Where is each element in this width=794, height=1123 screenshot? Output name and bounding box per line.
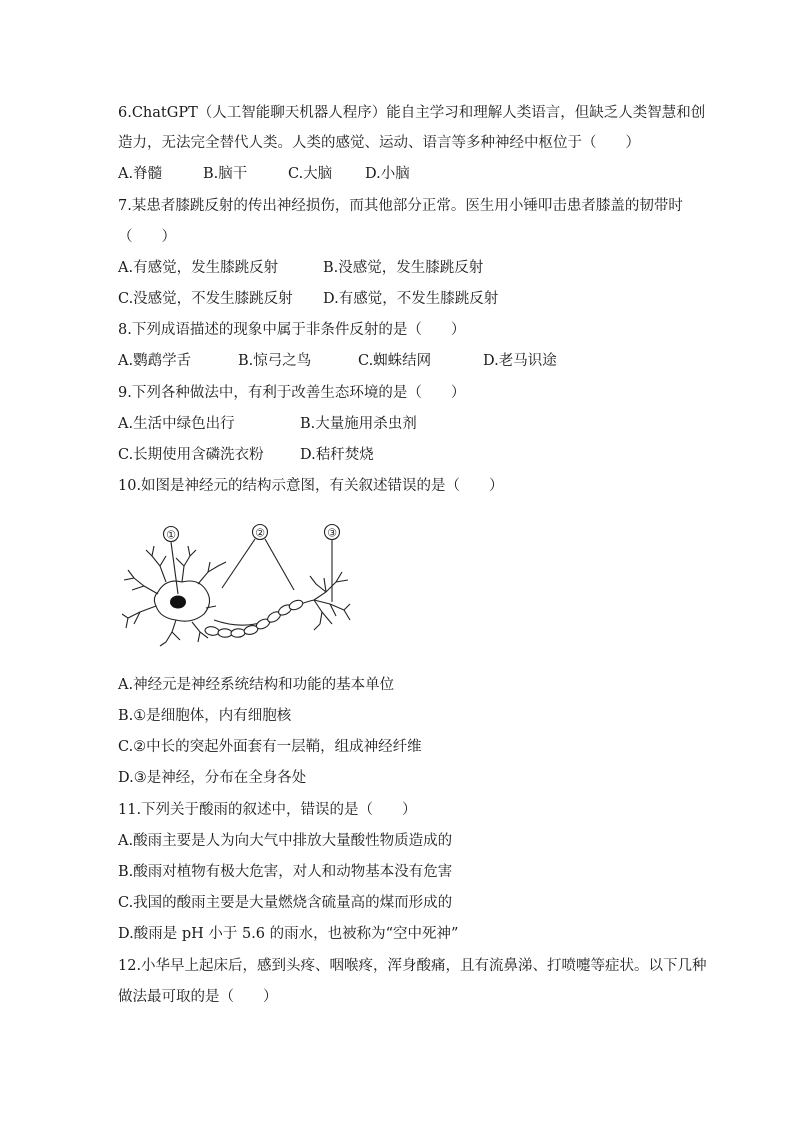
q9-option-b: B.大量施用杀虫剂 [300, 416, 417, 432]
leader-line-2b [265, 539, 294, 590]
q10-option-a: A.神经元是神经系统结构和功能的基本单位 [118, 677, 395, 693]
q6-option-c: C.大脑 [288, 166, 333, 182]
q7-option-d: D.有感觉，不发生膝跳反射 [323, 291, 499, 307]
q6-option-d: D.小脑 [365, 166, 410, 182]
label-3: ③ [327, 526, 337, 540]
q8-stem: 8.下列成语描述的现象中属于非条件反射的是（ ） [118, 322, 466, 338]
q11-option-a: A.酸雨主要是人为向大气中排放大量酸性物质造成的 [118, 833, 453, 849]
q11-option-c: C.我国的酸雨主要是大量燃烧含硫量高的煤而形成的 [118, 895, 453, 911]
q7-stem-line1: 7.某患者膝跳反射的传出神经损伤，而其他部分正常。医生用小锤叩击患者膝盖的韧带时 [118, 198, 683, 214]
q9-option-c: C.长期使用含磷洗衣粉 [118, 447, 264, 463]
q7-option-b: B.没感觉，发生膝跳反射 [323, 260, 484, 276]
q12-stem-line2: 做法最可取的是（ ） [118, 989, 278, 1005]
leader-line-2a [222, 539, 255, 588]
q8-option-b: B.惊弓之鸟 [238, 353, 312, 369]
nucleus [170, 596, 186, 609]
leader-line-1 [171, 542, 178, 594]
q6-stem-line2: 造力，无法完全替代人类。人类的感觉、运动、语言等多种神经中枢位于（ ） [118, 135, 640, 151]
q7-option-c: C.没感觉，不发生膝跳反射 [118, 291, 293, 307]
label-1: ① [166, 528, 176, 542]
q9-option-d: D.秸秆焚烧 [300, 447, 374, 463]
q9-stem: 9.下列各种做法中，有利于改善生态环境的是（ ） [118, 385, 466, 401]
neuron-diagram [118, 520, 358, 650]
q10-option-c: C.②中长的突起外面套有一层鞘，组成神经纤维 [118, 739, 422, 755]
q12-stem-line1: 12.小华早上起床后，感到头疼、咽喉疼，浑身酸痛，且有流鼻涕、打喷嚏等症状。以下几种 [118, 958, 707, 974]
q6-option-b: B.脑干 [203, 166, 248, 182]
q8-option-c: C.蜘蛛结网 [358, 353, 432, 369]
q6-stem-line1: 6.ChatGPT（人工智能聊天机器人程序）能自主学习和理解人类语言，但缺乏人类智慧和创 [118, 105, 706, 121]
q7-stem-line2: （ ） [118, 229, 176, 245]
q11-option-b: B.酸雨对植物有极大危害，对人和动物基本没有危害 [118, 864, 453, 880]
q9-option-a: A.生活中绿色出行 [118, 416, 235, 432]
q6-option-a: A.脊髓 [118, 166, 163, 182]
q11-option-d: D.酸雨是 pH 小于 5.6 的雨水，也被称为“空中死神” [118, 926, 459, 942]
q10-option-d: D.③是神经，分布在全身各处 [118, 770, 307, 786]
q10-stem: 10.如图是神经元的结构示意图，有关叙述错误的是（ ） [118, 478, 504, 494]
q8-option-d: D.老马识途 [483, 353, 557, 369]
label-2: ② [255, 526, 265, 540]
q10-option-b: B.①是细胞体，内有细胞核 [118, 708, 292, 724]
myelin-sheath [204, 598, 304, 637]
q11-stem: 11.下列关于酸雨的叙述中，错误的是（ ） [118, 802, 417, 818]
q8-option-a: A.鹦鹉学舌 [118, 353, 192, 369]
q7-option-a: A.有感觉，发生膝跳反射 [118, 260, 279, 276]
